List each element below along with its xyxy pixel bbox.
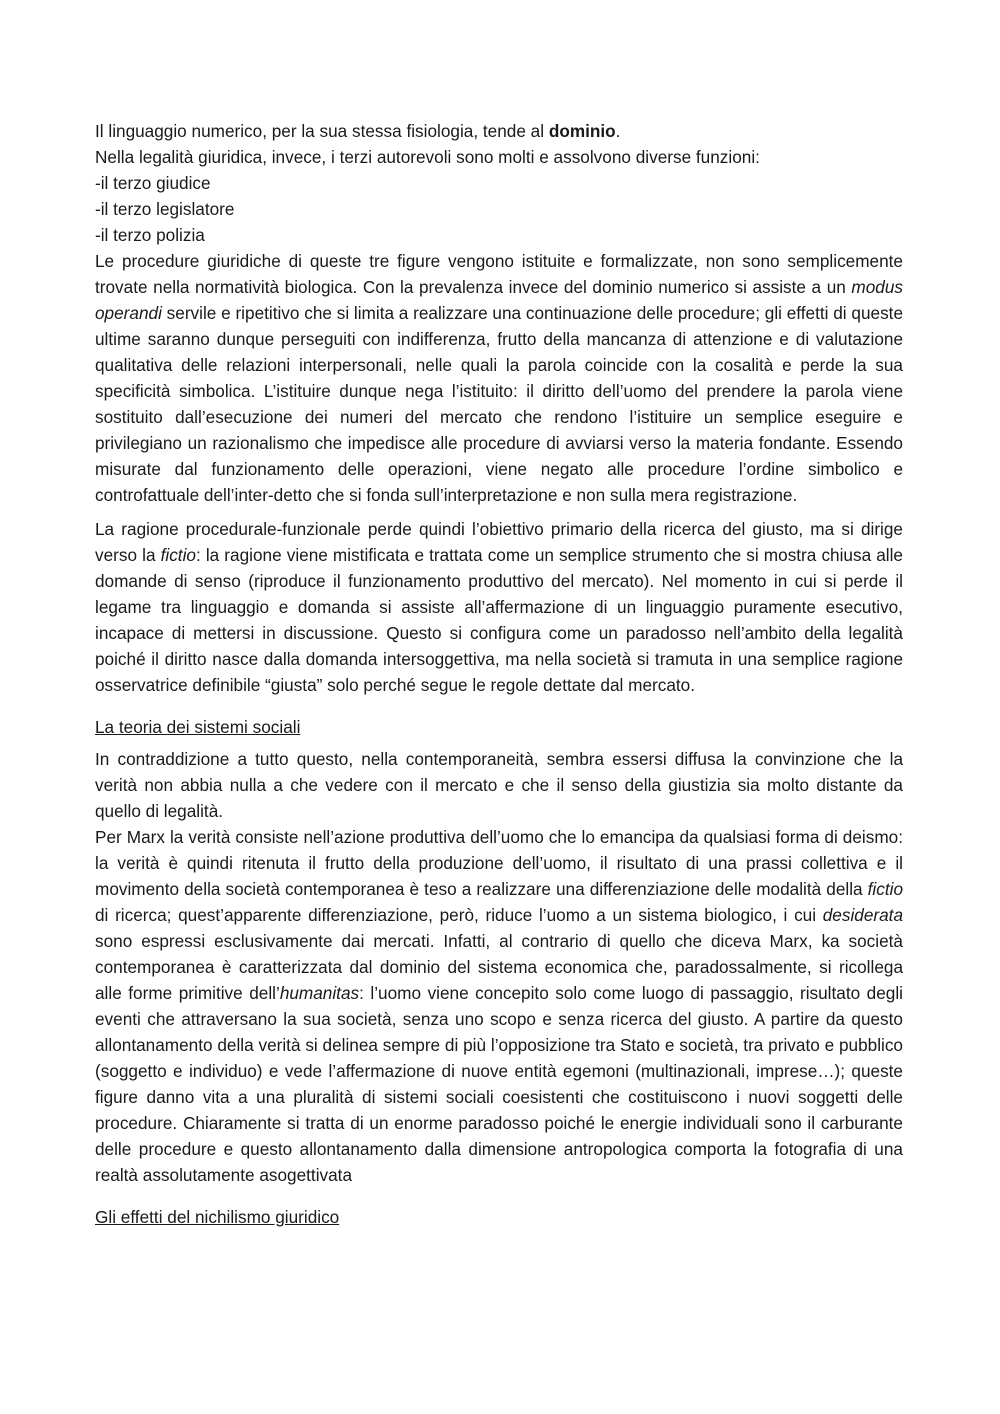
- paragraph-4: Per Marx la verità consiste nell’azione produttiva dell’uomo che lo emancipa da qualsiasi forma di deismo: la verità è quindi ritenuta il frutto della produzione dell’uomo, il risultato di una prassi collettiva e il movimento della società contemporanea è teso a realizzare una differenziazione delle modalità della fictio di ricerca; quest’apparente differenziazione, però, riduce l’uomo a un sistema biologico, i cui desiderata sono espressi esclusivamente dai mercati. Infatti, al contrario di quello che diceva Marx, ka società contemporanea è caratterizzata dal dominio del sistema economica che, paradossalmente, si ricollega alle forme primitive dell’humanitas: l’uomo viene concepito solo come luogo di passaggio, risultato degli eventi che attraversano la sua società, senza uno scopo e senza ricerca del giusto. A partire da questo allontanamento della verità si delinea sempre di più l’opposizione tra Stato e società, tra privato e pubblico (soggetto e individuo) e vede l’affermazione di nuove entità egemoni (multinazionali, imprese…); queste figure danno vita a una pluralità di sistemi sociali coesistenti che costituiscono i nuovi soggetti delle procedure. Chiaramente si tratta di un enorme paradosso poiché le energie individuali sono il carburante delle procedure e questo allontanamento dalla dimensione antropologica comporta la fotografia di una realtà assolutamente asogettivata: [95, 827, 903, 1185]
- paragraph-2: La ragione procedurale-funzionale perde quindi l’obiettivo primario della ricerca del giusto, ma si dirige verso la fictio: la ragione viene mistificata e trattata come un semplice strumento che si mostra chiusa alle domande di senso (riproduce il funzionamento produttivo del mercato). Nel momento in cui si perde il legame tra linguaggio e domanda si assiste all’affermazione di un linguaggio puramente esecutivo, incapace di mettersi in discussione. Questo si configura come un paradosso nell’ambito della legalità poiché il diritto nasce dalla domanda intersoggettiva, ma nella società si tramuta in una semplice ragione osservatrice definibile “giusta” solo perché segue le regole dettate dal mercato.: [95, 519, 903, 695]
- list-item: -il terzo giudice: [95, 173, 211, 193]
- intro-line-2: Nella legalità giuridica, invece, i terzi autorevoli sono molti e assolvono diverse funzioni:: [95, 147, 760, 167]
- section-heading: La teoria dei sistemi sociali: [95, 717, 301, 737]
- document-page: [95, 118, 903, 1236]
- section-heading: Gli effetti del nichilismo giuridico: [95, 1207, 340, 1227]
- paragraph-3: In contraddizione a tutto questo, nella contemporaneità, sembra essersi diffusa la convinzione che la verità non abbia nulla a che vedere con il mercato e che il senso della giustizia sia molto distante da quello di legalità.: [95, 749, 903, 821]
- intro-line: Il linguaggio numerico, per la sua stessa fisiologia, tende al dominio.: [95, 121, 621, 141]
- list-item: -il terzo polizia: [95, 225, 205, 245]
- list-item: -il terzo legislatore: [95, 199, 235, 219]
- paragraph-1: Le procedure giuridiche di queste tre figure vengono istituite e formalizzate, non sono semplicemente trovate nella normatività biologica. Con la prevalenza invece del dominio numerico si assiste a un modus operandi servile e ripetitivo che si limita a realizzare una continuazione delle procedure; gli effetti di queste ultime saranno dunque perseguiti con indifferenza, frutto della mancanza di attenzione e di valutazione qualitativa delle relazioni interpersonali, nelle quali la parola coincide con la cosalità e perde la sua specificità simbolica. L’istituire dunque nega l’istituito: il diritto dell’uomo del prendere la parola viene sostituito dall’esecuzione dei numeri del mercato che rendono l’istituire un semplice eseguire e privilegiano un razionalismo che impedisce alle procedure di avviarsi verso la materia fondante. Essendo misurate dal funzionamento delle operazioni, viene negato alle procedure l’ordine simbolico e controfattuale dell’inter-detto che si fonda sull’interpretazione e non sulla mera registrazione.: [95, 251, 903, 505]
- bold-term: dominio: [548, 121, 616, 141]
